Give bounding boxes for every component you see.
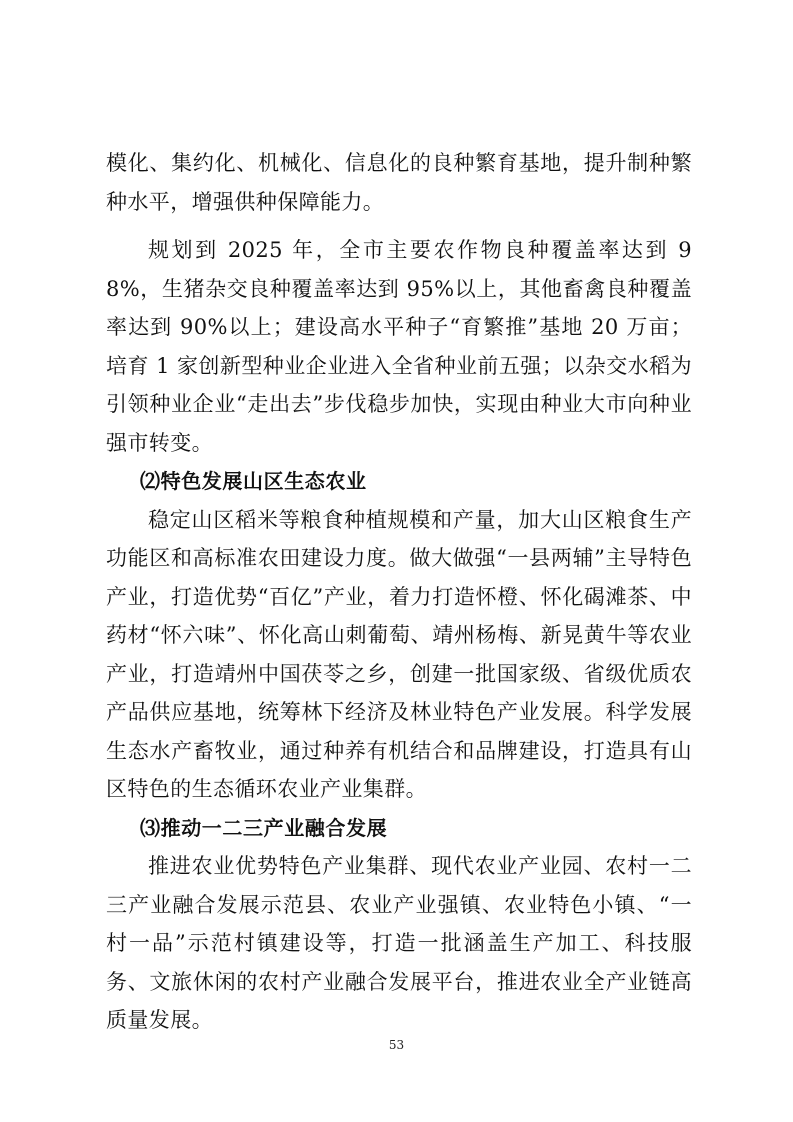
paragraph-seed-base: 模化、集约化、机械化、信息化的良种繁育基地，提升制种繁种水平，增强供种保障能力。 — [106, 151, 692, 214]
paragraph-mountain-agriculture: 稳定山区稻米等粮食种植规模和产量，加大山区粮食生产功能区和高标准农田建设力度。做大做强“一县两辅”主导特色产业，打造优势“百亿”产业，着力打造怀橙、怀化碣滩茶、中药材“怀六味”、怀化高山刺葡萄、靖州杨梅、新晃黄牛等农业产业，打造靖州中国茯苓之乡，创建一批国家级、省级优质农产品供应基地，统筹林下经济及林业特色产业发展。科学发展生态水产畜牧业，通过种养有机结合和品牌建设，打造具有山区特色的生态循环农业产业集群。 — [106, 507, 692, 801]
section-heading-industry-integration: ⑶推动一二三产业融合发展 — [140, 815, 388, 840]
document-body — [106, 144, 692, 1040]
page-number: 53 — [388, 1038, 405, 1052]
paragraph-2025-plan: 规划到 2025 年，全市主要农作物良种覆盖率达到 98%，生猪杂交良种覆盖率达到 95%以上，其他畜禽良种覆盖率达到 90%以上；建设高水平种子“育繁推”基地 20 万亩；培育 1 家创新型种业企业进入全省种业前五强；以杂交水稻为引领种业企业“走出去”步伐稳步加快，实现由种业大市向种业强市转变。 — [106, 238, 692, 455]
section-heading-mountain-agriculture: ⑵特色发展山区生态农业 — [140, 469, 367, 493]
paragraph-industry-integration: 推进农业优势特色产业集群、现代农业产业园、农村一二三产业融合发展示范县、农业产业强镇、农业特色小镇、“一村一品”示范村镇建设等，打造一批涵盖生产加工、科技服务、文旅休闲的农村产业融合发展平台，推进农业全产业链高质量发展。 — [106, 854, 692, 1032]
paragraph-gap — [106, 221, 692, 231]
